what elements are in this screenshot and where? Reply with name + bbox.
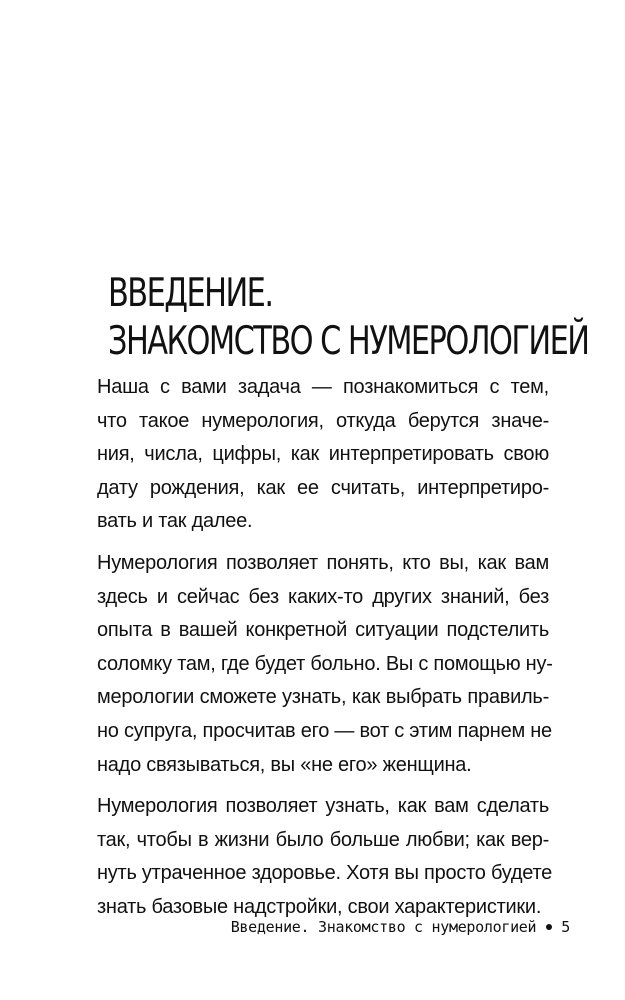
paragraph-2	[97, 547, 553, 782]
text-line: ния, числа, цифры, как интерпретировать свою	[97, 443, 549, 466]
page-number: 5	[561, 918, 570, 936]
text-line: соломку там, где будет больно. Вы с помощью ну-	[97, 652, 553, 675]
text-line: нуть утраченное здоровье. Хотя вы просто будете	[97, 862, 553, 885]
text-line: дату рождения, как ее считать, интерпретиро-	[97, 476, 549, 499]
running-footer	[231, 917, 570, 937]
text-line: Нумерология позволяет узнать, как вам сделать	[97, 795, 549, 818]
text-line: Наша с вами задача — познакомиться с тем,	[97, 376, 549, 398]
text-line: знать базовые надстройки, свои характеристики.	[97, 895, 542, 918]
paragraph-3	[97, 790, 553, 924]
running-title: Введение. Знакомство с нумерологией	[230, 918, 537, 936]
text-line: здесь и сейчас без каких-то других знаний, без	[97, 585, 549, 608]
text-line: вать и так далее.	[97, 510, 253, 533]
bullet-icon	[546, 924, 552, 930]
text-line: но супруга, просчитав его — вот с этим парнем не	[97, 719, 552, 742]
text-line: опыта в вашей конкретной ситуации подстелить	[97, 619, 549, 642]
chapter-title-line-1: ВВЕДЕНИЕ.	[108, 271, 273, 316]
chapter-title-line-2: ЗНАКОМСТВО С НУМЕРОЛОГИЕЙ	[108, 319, 589, 364]
text-line: что такое нумерология, откуда берутся значе-	[97, 409, 549, 432]
chapter-title	[108, 270, 589, 366]
paragraph-1	[97, 371, 549, 539]
text-line: мерологии сможете узнать, как выбрать правиль-	[97, 686, 549, 709]
text-line: Нумерология позволяет понять, кто вы, как вам	[97, 551, 549, 574]
text-line: так, чтобы в жизни было больше любви; как вер-	[97, 828, 549, 851]
text-line: надо связываться, вы «не его» женщина.	[97, 753, 472, 776]
chapter-body	[97, 371, 553, 925]
